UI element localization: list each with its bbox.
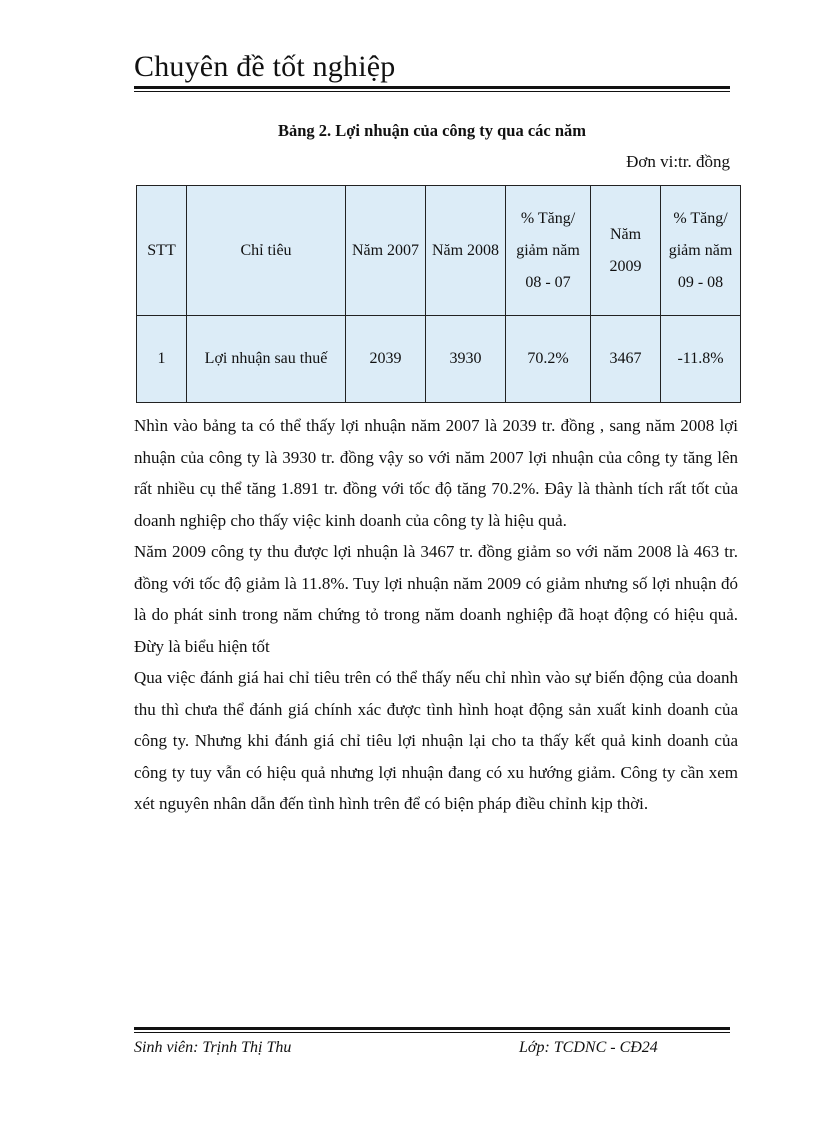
cell-change-09-08: -11.8%	[661, 316, 741, 403]
cell-2008: 3930	[426, 316, 506, 403]
unit-label: Đơn vi:tr. đồng	[626, 152, 730, 171]
table-header-row	[137, 186, 741, 316]
header-cell-stt: STT	[137, 186, 187, 316]
table-caption: Bảng 2. Lợi nhuận của công ty qua các năm	[277, 121, 587, 140]
document-header-title: Chuyên đề tốt nghiệp	[134, 50, 396, 83]
paragraph: Qua việc đánh giá hai chỉ tiêu trên có thể thấy nếu chỉ nhìn vào sự biến động của doanh thu thì chưa thể đánh giá chính xác được tình hình hoạt động sản xuất kinh doanh của công ty. Nhưng khi đánh giá chỉ tiêu lợi nhuận lại cho ta thấy kết quả kinh doanh của công ty tuy vẫn có hiệu quả nhưng lợi nhuận đang có xu hướng giảm. Công ty cần xem xét nguyên nhân dẫn đến tình hình trên để có biện pháp điều chỉnh kịp thời.	[134, 668, 738, 813]
footer-rule-thin	[134, 1032, 730, 1033]
header-rule-thick	[134, 86, 730, 89]
footer-class: Lớp: TCDNC - CĐ24	[519, 1039, 658, 1056]
cell-stt: 1	[137, 316, 187, 403]
cell-change-08-07: 70.2%	[506, 316, 591, 403]
cell-2007: 2039	[346, 316, 426, 403]
header-cell-2009: Năm 2009	[591, 186, 661, 316]
header-rule-thin	[134, 91, 730, 92]
cell-2009: 3467	[591, 316, 661, 403]
header-cell-change-08-07: % Tăng/ giảm năm 08 - 07	[506, 186, 591, 316]
paragraph: Năm 2009 công ty thu được lợi nhuận là 3467 tr. đồng giảm so với năm 2008 là 463 tr. đồng với tốc độ giảm là 11.8%. Tuy lợi nhuận năm 2009 có giảm nhưng số lợi nhuận đó là do phát sinh trong năm chứng tỏ trong năm doanh nghiệp đã hoạt động có hiệu quả. Đừy là biểu hiện tốt	[134, 542, 738, 656]
profit-table	[136, 185, 741, 403]
footer-rule-thick	[134, 1027, 730, 1030]
cell-indicator: Lợi nhuận sau thuế	[187, 316, 346, 403]
header-cell-indicator: Chỉ tiêu	[187, 186, 346, 316]
header-cell-2008: Năm 2008	[426, 186, 506, 316]
body-text	[134, 410, 738, 820]
footer-student-name: Sinh viên: Trịnh Thị Thu	[134, 1039, 292, 1056]
table-row	[137, 316, 741, 403]
paragraph: Nhìn vào bảng ta có thể thấy lợi nhuận năm 2007 là 2039 tr. đồng , sang năm 2008 lợi nhuận của công ty là 3930 tr. đồng vậy so với năm 2007 lợi nhuận của công ty tăng lên rất nhiều cụ thể tăng 1.891 tr. đồng với tốc độ tăng 70.2%. Đây là thành tích rất tốt của doanh nghiệp cho thấy việc kinh doanh của công ty là hiệu quả.	[134, 416, 738, 530]
header-cell-2007: Năm 2007	[346, 186, 426, 316]
header-cell-change-09-08: % Tăng/ giảm năm 09 - 08	[661, 186, 741, 316]
